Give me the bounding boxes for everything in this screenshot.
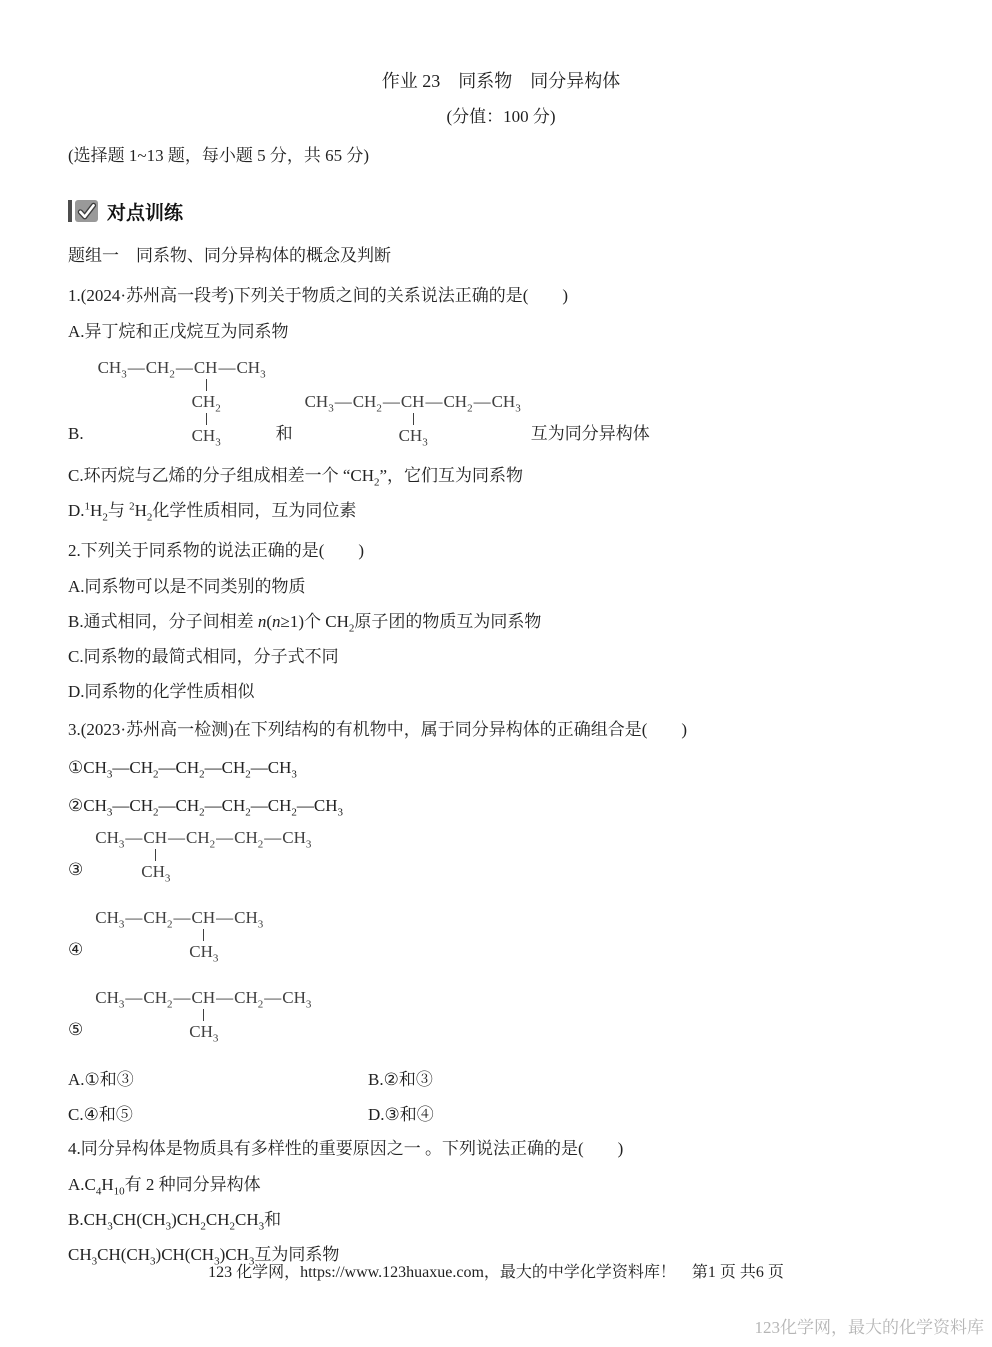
page-subtitle: (分值：100 分)	[446, 107, 556, 126]
section-title: 对点训练	[107, 202, 184, 224]
watermark: 123化学网，最大的化学资料库	[754, 1318, 984, 1337]
checkmark-icon	[75, 200, 98, 222]
q3-item-4-label: ④	[68, 940, 84, 959]
page-title: 作业 23 同系物 同分异构体	[381, 71, 621, 91]
section-header	[68, 198, 934, 224]
q3-option-d: D.③和④	[368, 1105, 434, 1124]
q3-stem: 3.(2023·苏州高一检测)在下列结构的有机物中，属于同分异构体的正确组合是( )	[68, 720, 688, 739]
q3-item-1: $①CH_3—CH_2—CH_2—CH_2—CH_3$	[68, 758, 297, 781]
q3-item-4	[68, 908, 934, 965]
q3-item-5-label: ⑤	[68, 1020, 84, 1039]
q2-stem: 2.下列关于同系物的说法正确的是( )	[68, 541, 365, 560]
q3-item-3-label: ③	[68, 860, 84, 879]
q2-option-d: D.同系物的化学性质相似	[68, 682, 255, 701]
group-title: 题组一 同系物、同分异构体的概念及判断	[68, 246, 391, 265]
q1-option-d: $D.^1H_2$与 $^2H_2$化学性质相同，互为同位素	[68, 500, 357, 524]
q1-option-b-connector: 和	[275, 424, 293, 443]
q2-option-a: A.同系物可以是不同类别的物质	[68, 577, 306, 596]
q3-option-c: C.④和⑤	[68, 1105, 133, 1124]
q4-option-a: $A.C_4H_{10}$有 2 种同分异构体	[68, 1175, 261, 1198]
q1-option-b-tail: 互为同分异构体	[530, 424, 650, 443]
q2-option-c: C.同系物的最简式相同，分子式不同	[68, 647, 339, 666]
q3-option-a: A.①和③	[68, 1070, 134, 1089]
q3-option-b: B.②和③	[368, 1070, 433, 1089]
q1-stem: 1.(2024·苏州高一段考)下列关于物质之间的关系说法正确的是( )	[68, 286, 569, 305]
q1-structure-left: $CH_3—CH_2—CH—CH_3$ $CH_2$ $CH_3$	[97, 358, 266, 449]
q3-item-3	[68, 828, 934, 885]
q3-item-2: $②CH_3—CH_2—CH_2—CH_2—CH_2—CH_3$	[68, 796, 343, 819]
q3-structure-3: $CH_3—CH—CH_2—CH_2—CH_3$ $CH_3$	[95, 828, 312, 885]
q4-stem: 4.同分异构体是物质具有多样性的重要原因之一 。下列说法正确的是( )	[68, 1139, 624, 1158]
q1-option-b	[68, 358, 934, 449]
q3-options	[68, 1068, 934, 1127]
q3-item-5	[68, 988, 934, 1045]
checkbox-bar-icon	[68, 200, 72, 222]
q4-option-b-line1: $B.CH_3CH(CH_3)CH_2CH_2CH_3$和	[68, 1210, 282, 1233]
q1-option-b-label: B.	[68, 424, 84, 443]
q1-option-c: C.环丙烷与乙烯的分子组成相差一个 “$CH_2$”，它们互为同系物	[68, 466, 524, 489]
q2-option-b: B.通式相同，分子间相差 n(n≥1)个 $CH_2$原子团的物质互为同系物	[68, 612, 542, 635]
page-footer: 123 化学网，https://www.123huaxue.com，最大的中学化学资料库！ 第1 页 共6 页	[208, 1264, 784, 1281]
q4-option-b-line2: $CH_3CH(CH_3)CH(CH_3)CH_3$互为同系物	[68, 1245, 340, 1268]
q1-option-a: A.异丁烷和正戊烷互为同系物	[68, 322, 289, 341]
q3-structure-4: $CH_3—CH_2—CH—CH_3$ $CH_3$	[95, 908, 264, 965]
q1-structure-right: $CH_3—CH_2—CH—CH_2—CH_3$ $CH_3$	[304, 392, 521, 449]
instructions-line: (选择题 1~13 题，每小题 5 分，共 65 分)	[68, 146, 370, 165]
q3-structure-5: $CH_3—CH_2—CH—CH_2—CH_3$ $CH_3$	[95, 988, 312, 1045]
